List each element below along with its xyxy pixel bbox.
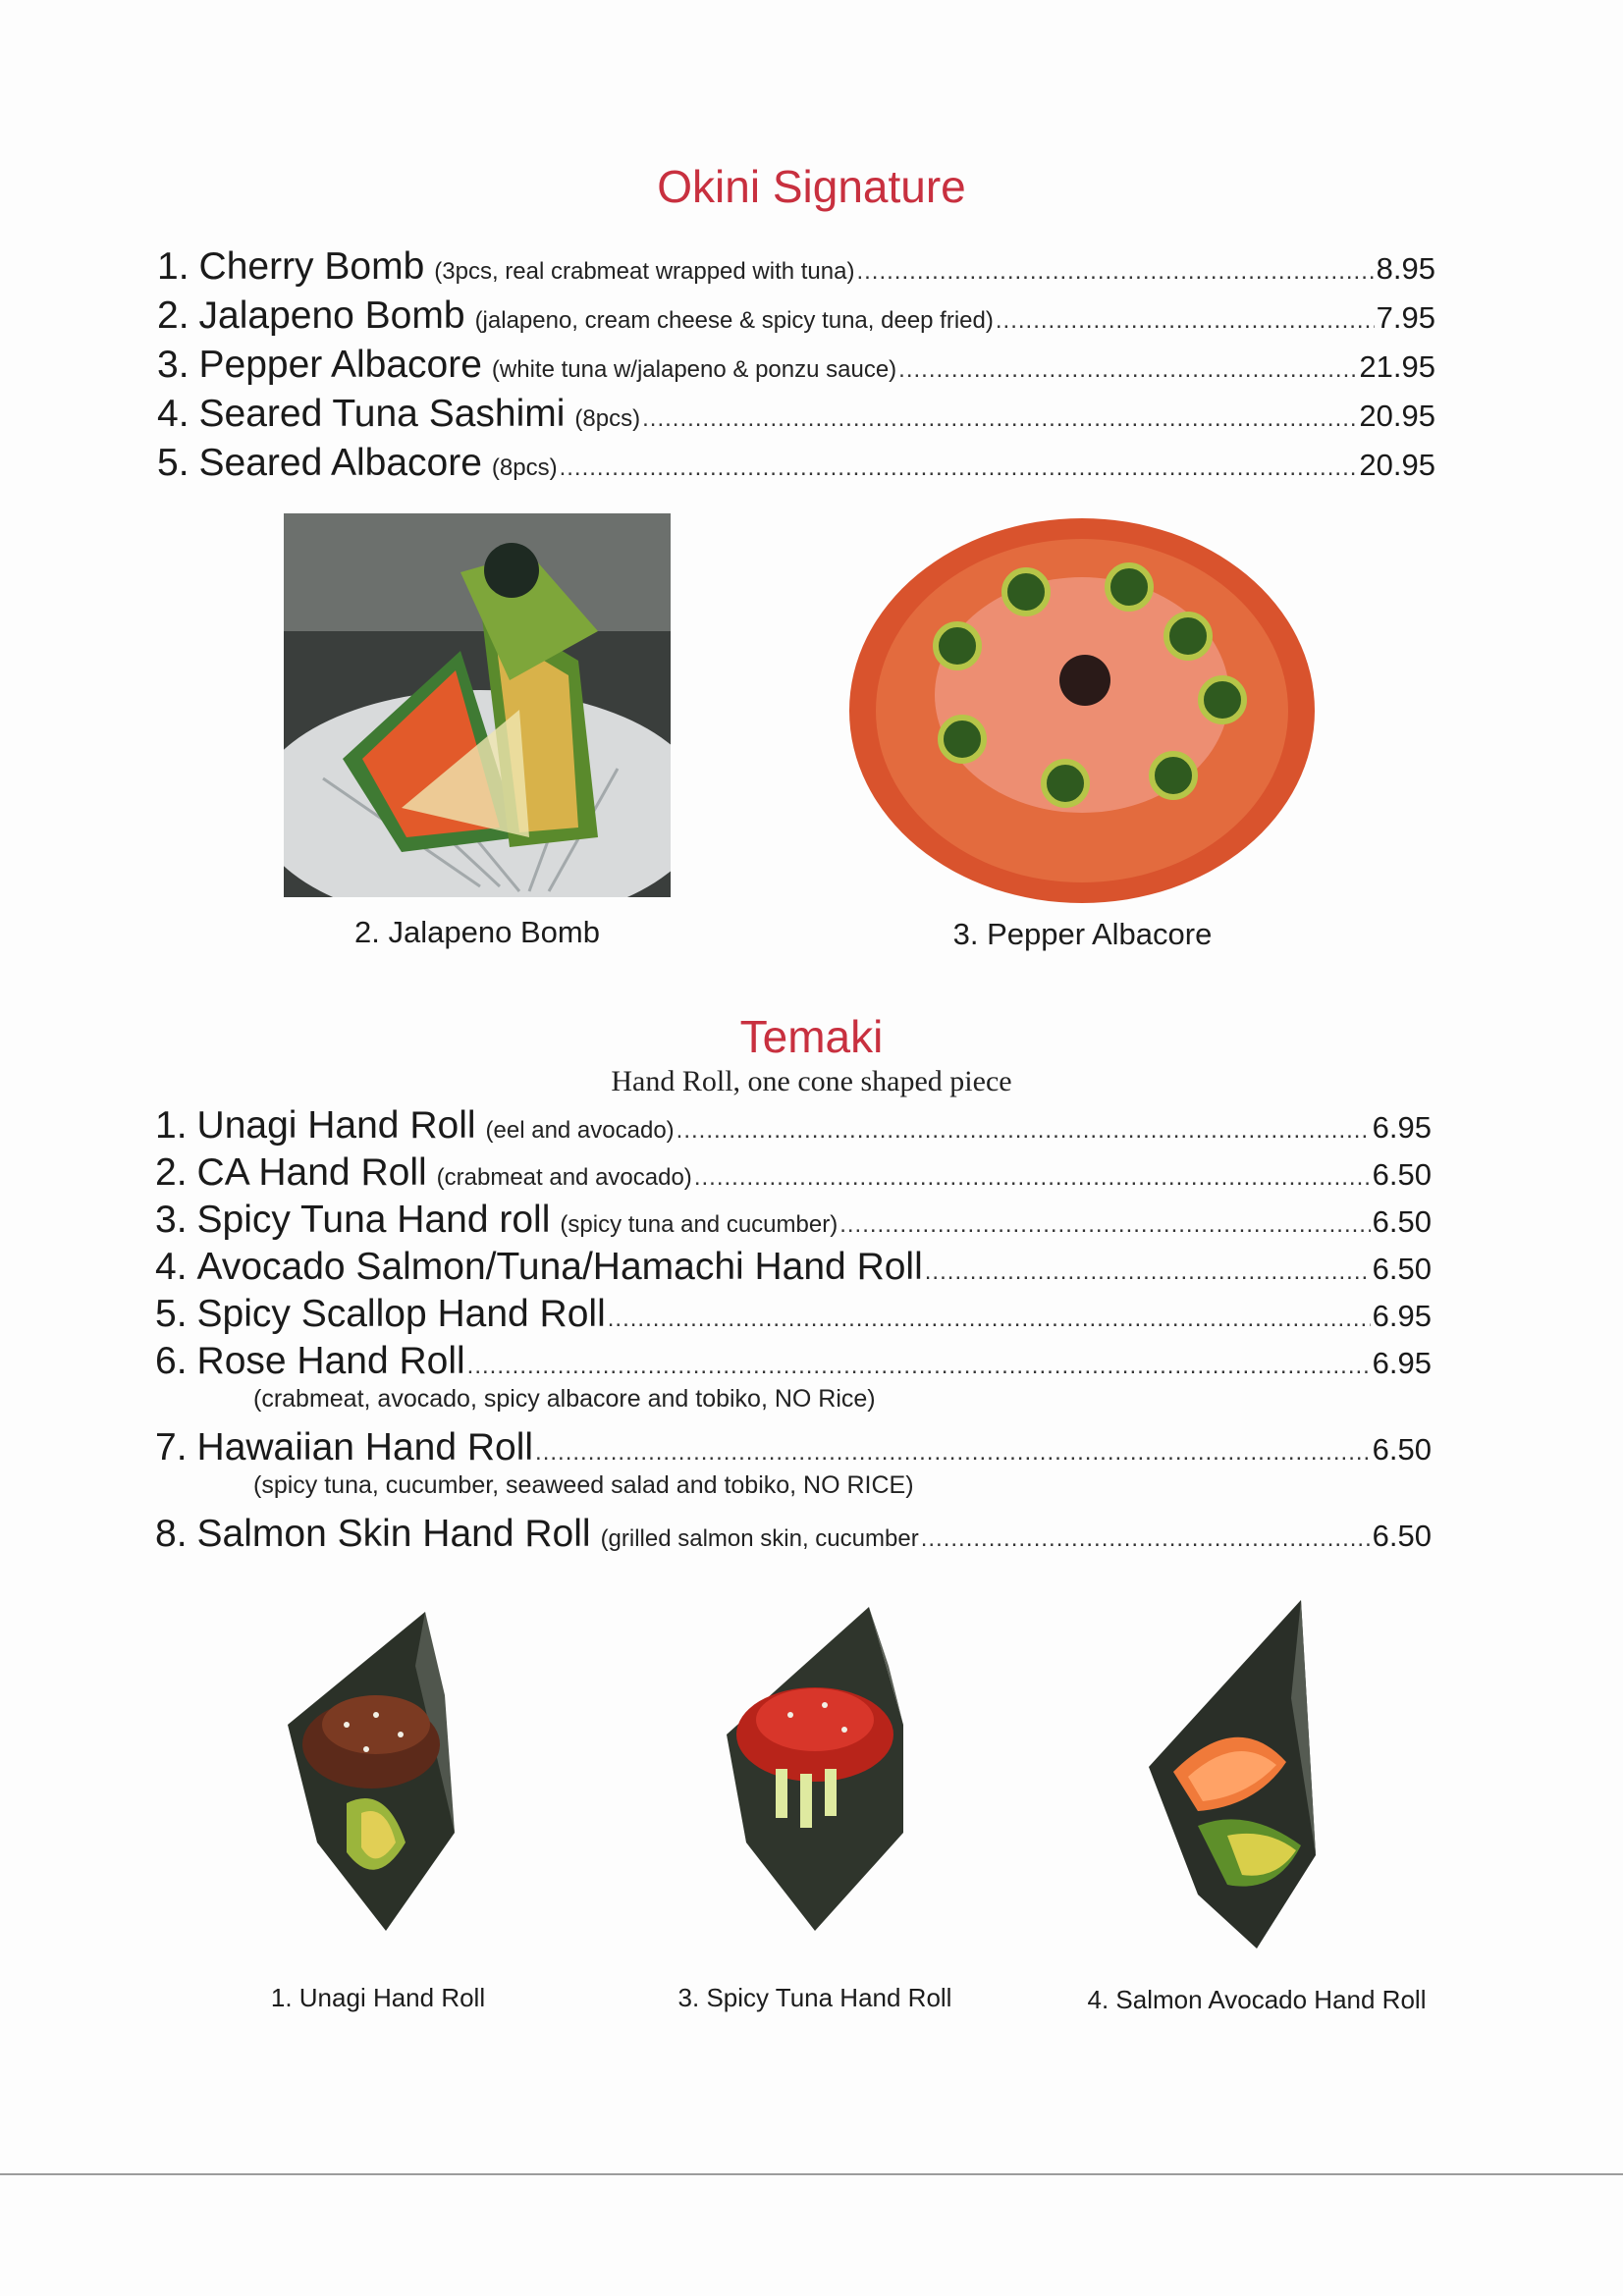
menu-item-ca-hand-roll bbox=[155, 1151, 1432, 1199]
dot-leader bbox=[925, 1258, 1371, 1286]
item-number: 5. bbox=[155, 1293, 188, 1335]
dot-leader bbox=[676, 1117, 1371, 1145]
menu-item-cherry-bomb bbox=[157, 245, 1435, 294]
menu-item-rose-hand-roll bbox=[155, 1340, 1432, 1426]
menu-item-seared-albacore bbox=[157, 442, 1435, 491]
item-price: 6.50 bbox=[1372, 1432, 1432, 1467]
dot-leader bbox=[996, 307, 1375, 335]
item-number: 1. bbox=[157, 245, 189, 288]
item-number: 6. bbox=[155, 1340, 188, 1382]
menu-item-pepper-albacore bbox=[157, 344, 1435, 393]
dot-leader bbox=[560, 454, 1358, 482]
item-price: 6.50 bbox=[1372, 1157, 1432, 1192]
item-description: (crabmeat and avocado) bbox=[436, 1164, 692, 1191]
item-description: (3pcs, real crabmeat wrapped with tuna) bbox=[434, 258, 855, 285]
dot-leader bbox=[535, 1439, 1371, 1467]
item-number: 2. bbox=[155, 1151, 188, 1194]
photo-caption: 3. Spicy Tuna Hand Roll bbox=[677, 1983, 952, 2012]
item-name: Spicy Tuna Hand roll bbox=[196, 1199, 551, 1241]
section-title-okini-signature: Okini Signature bbox=[657, 161, 966, 212]
menu-item-jalapeno-bomb bbox=[157, 294, 1435, 344]
menu-item-spicy-tuna-hand-roll bbox=[155, 1199, 1432, 1246]
photo-caption: 3. Pepper Albacore bbox=[952, 917, 1213, 951]
item-number: 3. bbox=[155, 1199, 188, 1241]
item-price: 8.95 bbox=[1376, 251, 1435, 286]
bottom-divider bbox=[0, 2173, 1623, 2175]
item-price: 6.95 bbox=[1372, 1299, 1432, 1333]
temaki-menu-list bbox=[155, 1104, 1432, 1560]
dot-leader bbox=[642, 405, 1357, 433]
dot-leader bbox=[467, 1353, 1371, 1380]
item-description: (grilled salmon skin, cucumber bbox=[600, 1525, 919, 1552]
salmon-avocado-hand-roll-photo bbox=[1129, 1600, 1325, 1953]
item-number: 5. bbox=[157, 442, 189, 484]
item-name: Seared Tuna Sashimi bbox=[198, 393, 566, 435]
item-description: (spicy tuna and cucumber) bbox=[560, 1211, 839, 1238]
item-name: Salmon Skin Hand Roll bbox=[196, 1513, 591, 1555]
item-price: 6.50 bbox=[1372, 1252, 1432, 1286]
item-number: 8. bbox=[155, 1513, 188, 1555]
item-description: (8pcs) bbox=[574, 405, 641, 432]
spicy-tuna-hand-roll-photo bbox=[707, 1607, 923, 1941]
item-price: 6.50 bbox=[1372, 1519, 1432, 1553]
item-description: (eel and avocado) bbox=[485, 1117, 675, 1144]
item-number: 1. bbox=[155, 1104, 188, 1147]
item-name: Hawaiian Hand Roll bbox=[196, 1426, 534, 1468]
dot-leader bbox=[839, 1211, 1370, 1239]
dot-leader bbox=[898, 356, 1357, 384]
section-subtitle: Hand Roll, one cone shaped piece bbox=[611, 1065, 1012, 1097]
menu-item-spicy-scallop-hand-roll bbox=[155, 1293, 1432, 1340]
item-number: 3. bbox=[157, 344, 189, 386]
item-description: (8pcs) bbox=[491, 454, 558, 481]
item-price: 6.50 bbox=[1372, 1204, 1432, 1239]
item-name: Cherry Bomb bbox=[198, 245, 425, 288]
menu-item-salmon-skin-hand-roll bbox=[155, 1513, 1432, 1560]
unagi-hand-roll-photo bbox=[278, 1607, 474, 1941]
photo-caption: 4. Salmon Avocado Hand Roll bbox=[1087, 1985, 1427, 2014]
item-name: CA Hand Roll bbox=[196, 1151, 427, 1194]
item-name: Seared Albacore bbox=[198, 442, 482, 484]
item-name: Unagi Hand Roll bbox=[196, 1104, 476, 1147]
item-note: (crabmeat, avocado, spicy albacore and tobiko, NO Rice) bbox=[253, 1385, 876, 1413]
item-number: 4. bbox=[157, 393, 189, 435]
pepper-albacore-photo bbox=[849, 518, 1316, 903]
item-name: Pepper Albacore bbox=[198, 344, 482, 386]
menu-item-hawaiian-hand-roll bbox=[155, 1426, 1432, 1513]
item-description: (jalapeno, cream cheese & spicy tuna, deep fried) bbox=[474, 307, 994, 334]
item-number: 2. bbox=[157, 294, 189, 337]
item-price: 20.95 bbox=[1359, 448, 1435, 482]
item-name: Jalapeno Bomb bbox=[198, 294, 465, 337]
item-price: 7.95 bbox=[1376, 300, 1435, 335]
item-price: 6.95 bbox=[1372, 1110, 1432, 1145]
item-note: (spicy tuna, cucumber, seaweed salad and tobiko, NO RICE) bbox=[253, 1471, 914, 1499]
dot-leader bbox=[921, 1525, 1371, 1553]
item-name: Rose Hand Roll bbox=[196, 1340, 465, 1382]
item-name: Spicy Scallop Hand Roll bbox=[196, 1293, 606, 1335]
dot-leader bbox=[694, 1164, 1371, 1192]
menu-item-avocado-salmon-hand-roll bbox=[155, 1246, 1432, 1293]
menu-item-seared-tuna-sashimi bbox=[157, 393, 1435, 442]
section-title-temaki: Temaki bbox=[739, 1011, 884, 1062]
item-number: 4. bbox=[155, 1246, 188, 1288]
menu-item-unagi-hand-roll bbox=[155, 1104, 1432, 1151]
photo-caption: 2. Jalapeno Bomb bbox=[354, 915, 600, 949]
photo-caption: 1. Unagi Hand Roll bbox=[270, 1983, 486, 2012]
item-description: (white tuna w/jalapeno & ponzu sauce) bbox=[491, 356, 897, 383]
item-number: 7. bbox=[155, 1426, 188, 1468]
item-price: 20.95 bbox=[1359, 399, 1435, 433]
dot-leader bbox=[608, 1306, 1371, 1333]
jalapeno-bomb-photo bbox=[284, 513, 671, 897]
dot-leader bbox=[856, 258, 1374, 286]
item-price: 6.95 bbox=[1372, 1346, 1432, 1380]
item-name: Avocado Salmon/Tuna/Hamachi Hand Roll bbox=[196, 1246, 923, 1288]
signature-menu-list bbox=[157, 245, 1435, 491]
item-price: 21.95 bbox=[1359, 349, 1435, 384]
